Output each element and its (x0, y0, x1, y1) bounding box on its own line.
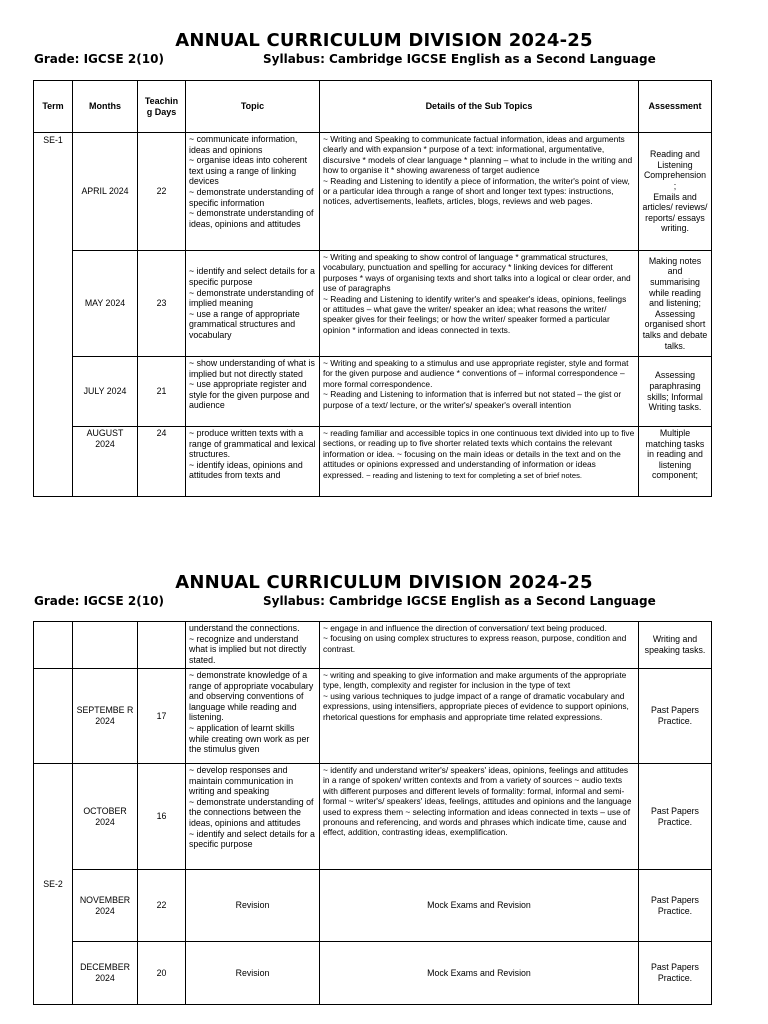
days-cell: 21 (138, 357, 186, 427)
term-cell: SE-1 (34, 133, 73, 497)
details-cell: ~ Writing and speaking to show control of language * grammatical structures, vocabulary, punctuation and spelling for accuracy * linking devices for different purposes * ways of organising texts and short talks into a logical or clear order, and use of paragraphs ~ Reading and Listening to identify writer's and speaker's ideas, opinions, feelings or attitudes – what gave the writer/ speaker an idea; what reasons the writer/ speaker gives for their feelings; or how the writer/ speaker formed a particular opinion * information and ideas connected in texts. (320, 251, 639, 357)
days-cell: 22 (138, 870, 186, 942)
topic-cell: ~ identify and select details for a specific purpose ~ demonstrate understanding of implied meaning ~ use a range of appropriate grammatical structures and vocabulary (186, 251, 320, 357)
month-cell: NOVEMBER 2024 (73, 870, 138, 942)
curriculum-table-se2 (33, 621, 712, 1005)
syllabus-label: Syllabus: Cambridge IGCSE English as a Second Language (263, 594, 656, 608)
topic-cell: ~ produce written texts with a range of grammatical and lexical structures. ~ identify ideas, opinions and attitudes from texts and (186, 427, 320, 497)
details-cell (320, 427, 639, 497)
syllabus-label: Syllabus: Cambridge IGCSE English as a Second Language (263, 52, 656, 66)
assessment-cell: Past Papers Practice. (639, 870, 712, 942)
table-row (34, 427, 712, 497)
details-small-text: ~ reading and listening to text for completing a set of brief notes. (363, 470, 582, 480)
topic-cell: understand the connections. ~ recognize and understand what is implied but not directly stated. (186, 622, 320, 669)
days-cell: 17 (138, 669, 186, 764)
header-teaching-days: Teachin g Days (138, 81, 186, 133)
grade-label: Grade: IGCSE 2(10) (34, 52, 164, 66)
month-cell: DECEMBER 2024 (73, 942, 138, 1005)
details-cell: ~ engage in and influence the direction of conversation/ text being produced. ~ focusing on using complex structures to express reason, purpose, condition and contrast. (320, 622, 639, 669)
days-cell: 16 (138, 764, 186, 870)
days-cell: 22 (138, 133, 186, 251)
table-row (34, 133, 712, 251)
assessment-cell: Writing and speaking tasks. (639, 622, 712, 669)
table-header-row (34, 81, 712, 133)
topic-cell: ~ develop responses and maintain communication in writing and speaking ~ demonstrate understanding of the connections between the ideas, opinions and attitudes ~ identify and select details for a specific purpose (186, 764, 320, 870)
table-row (34, 251, 712, 357)
assessment-cell: Past Papers Practice. (639, 669, 712, 764)
table-row (34, 870, 712, 942)
term-cell-empty (34, 669, 73, 764)
details-cell: ~ writing and speaking to give information and make arguments of the appropriate type, length, complexity and register for inclusion in the type of text ~ using various techniques to judge impact of a range of dramatic vocabulary and expressions, using intensifiers, appropriate pieces of evidence to support opinions, rhetorical questions for emphasis and appropriate time related expressions. (320, 669, 639, 764)
table-row (34, 622, 712, 669)
month-cell (73, 622, 138, 669)
term-cell: SE-2 (34, 764, 73, 1005)
header-months: Months (73, 81, 138, 133)
curriculum-table-se1 (33, 80, 712, 497)
days-cell (138, 622, 186, 669)
month-cell: JULY 2024 (73, 357, 138, 427)
days-cell: 20 (138, 942, 186, 1005)
topic-cell: ~ demonstrate knowledge of a range of appropriate vocabulary and observing conventions of language while reading and listening. ~ application of learnt skills while creating own work as per the stimulus given (186, 669, 320, 764)
term-cell-empty (34, 622, 73, 669)
assessment-cell: Multiple matching tasks in reading and listening component; (639, 427, 712, 497)
grade-syllabus-line (34, 52, 734, 66)
topic-cell: ~ communicate information, ideas and opinions ~ organise ideas into coherent text using a range of linking devices ~ demonstrate understanding of specific information ~ demonstrate understanding of ideas, opinions and attitudes (186, 133, 320, 251)
header-details: Details of the Sub Topics (320, 81, 639, 133)
month-cell: SEPTEMBE R 2024 (73, 669, 138, 764)
header-topic: Topic (186, 81, 320, 133)
days-cell: 24 (138, 427, 186, 497)
table-row (34, 357, 712, 427)
topic-cell: ~ show understanding of what is implied but not directly stated ~ use appropriate register and style for the given purpose and audience (186, 357, 320, 427)
assessment-cell: Reading and Listening Comprehension ; Emails and articles/ reviews/ reports/ essays writing. (639, 133, 712, 251)
assessment-cell: Assessing paraphrasing skills; Informal Writing tasks. (639, 357, 712, 427)
page-title: ANNUAL CURRICULUM DIVISION 2024-25 (175, 30, 593, 51)
table-row (34, 669, 712, 764)
details-cell: ~ identify and understand writer's/ speakers' ideas, opinions, feelings and attitudes in a range of spoken/ written contexts and from a variety of sources ~ audio texts with different purposes and different levels of formality: formal, informal and semi-formal ~ writer's/ speakers' ideas, feelings, attitudes and opinions and the language used to express them ~ selecting information and ideas connected in texts – use of pronouns and referencing, and words and phrases which indicate time, cause and effect, addition, contrasting ideas, exemplification. (320, 764, 639, 870)
table-row (34, 764, 712, 870)
grade-label: Grade: IGCSE 2(10) (34, 594, 164, 608)
days-cell: 23 (138, 251, 186, 357)
details-cell: ~ Writing and Speaking to communicate factual information, ideas and arguments clearly and with expansion * purpose of a text: informational, argumentative, discursive * models of clear language * planning – what to include in the writing and how to organise it * showing awareness of target audience ~ Reading and Listening to identify a piece of information, the writer's point of view, or a particular idea through a range of short and longer text types: instructions, notices, advertisements, leaflets, articles, blogs, reviews and web pages. (320, 133, 639, 251)
assessment-cell: Past Papers Practice. (639, 764, 712, 870)
details-cell: Mock Exams and Revision (320, 870, 639, 942)
details-text: ~ reading familiar and accessible topics in one continuous text divided into up to five sections, or reading up to five shorter related texts which contains the relevant information or idea. ~ focusing on the main ideas or details in the text and on the attitudes or opinions expressed and understanding of information or ideas expressed. (323, 428, 635, 480)
month-cell: OCTOBER 2024 (73, 764, 138, 870)
header-assessment: Assessment (639, 81, 712, 133)
table-row (34, 942, 712, 1005)
month-cell: MAY 2024 (73, 251, 138, 357)
month-cell: AUGUST 2024 (73, 427, 138, 497)
topic-cell: Revision (186, 942, 320, 1005)
details-cell: ~ Writing and speaking to a stimulus and use appropriate register, style and format for the given purpose and audience * conventions of – informal correspondence – more formal correspondence. ~ Reading and Listening to information that is inferred but not stated – the gist or purpose of a text/ lecture, or the writer's/ speaker's overall intention (320, 357, 639, 427)
header-term: Term (34, 81, 73, 133)
assessment-cell: Past Papers Practice. (639, 942, 712, 1005)
assessment-cell: Making notes and summarising while reading and listening; Assessing organised short talks and debate talks. (639, 251, 712, 357)
topic-cell: Revision (186, 870, 320, 942)
month-cell: APRIL 2024 (73, 133, 138, 251)
page-title: ANNUAL CURRICULUM DIVISION 2024-25 (175, 572, 593, 593)
details-cell: Mock Exams and Revision (320, 942, 639, 1005)
grade-syllabus-line (34, 594, 734, 608)
